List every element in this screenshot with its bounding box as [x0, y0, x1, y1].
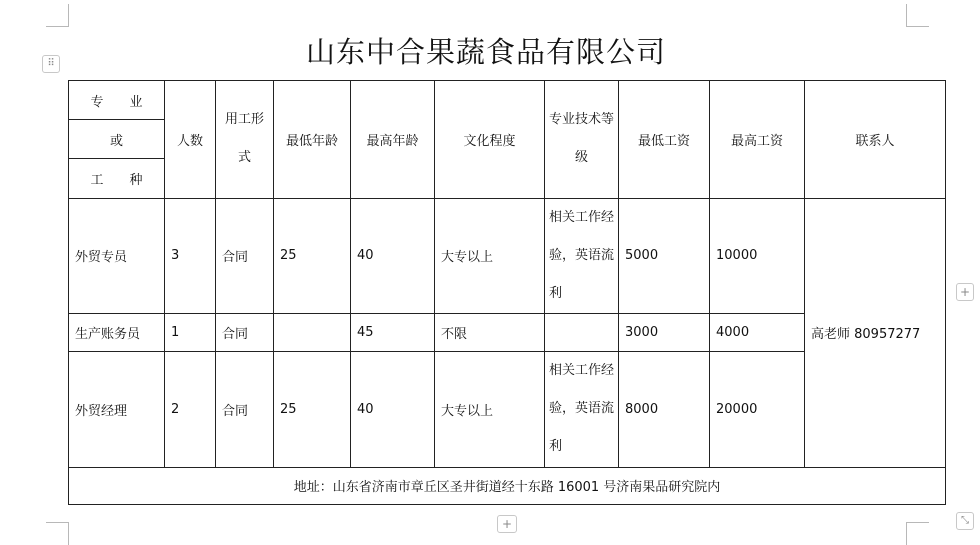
- cell-count: 3: [165, 198, 216, 314]
- header-min-salary: 最低工资: [619, 81, 710, 199]
- address-row: [69, 467, 946, 504]
- cell-max-age: 40: [351, 352, 435, 468]
- recruitment-table: [68, 80, 946, 505]
- cell-count: 2: [165, 352, 216, 468]
- header-zhuanye: 专 业: [69, 81, 165, 120]
- cell-max-salary: 10000: [710, 198, 805, 314]
- crop-mark-top-left: [46, 4, 69, 27]
- cell-job: 生产账务员: [69, 314, 165, 352]
- cell-skill: 相关工作经验，英语流利: [545, 352, 619, 468]
- header-contact: 联系人: [805, 81, 946, 199]
- header-max-salary: 最高工资: [710, 81, 805, 199]
- cell-min-age: [274, 314, 351, 352]
- header-min-age: 最低年龄: [274, 81, 351, 199]
- cell-job: 外贸经理: [69, 352, 165, 468]
- header-gongzhong: 工 种: [69, 159, 165, 198]
- cell-min-salary: 8000: [619, 352, 710, 468]
- cell-max-salary: 20000: [710, 352, 805, 468]
- cell-skill: [545, 314, 619, 352]
- table-move-handle-icon[interactable]: ⠿: [42, 55, 60, 73]
- table-resize-icon[interactable]: ⤡: [956, 512, 974, 530]
- document-title: 山东中合果蔬食品有限公司: [305, 35, 666, 69]
- cell-education: 大专以上: [435, 198, 545, 314]
- cell-type: 合同: [216, 314, 274, 352]
- cell-count: 1: [165, 314, 216, 352]
- cell-contact: 高老师 80957277: [805, 198, 946, 467]
- crop-mark-bottom-right: [906, 522, 929, 545]
- header-max-age: 最高年龄: [351, 81, 435, 199]
- crop-mark-top-right: [906, 4, 929, 27]
- cell-min-salary: 5000: [619, 198, 710, 314]
- table-row: [69, 198, 946, 314]
- header-count: 人数: [165, 81, 216, 199]
- header-huo: 或: [69, 120, 165, 159]
- cell-min-salary: 3000: [619, 314, 710, 352]
- cell-max-age: 40: [351, 198, 435, 314]
- add-column-plus-icon[interactable]: +: [956, 283, 974, 301]
- cell-min-age: 25: [274, 198, 351, 314]
- cell-type: 合同: [216, 198, 274, 314]
- header-skill-level: 专业技术等级: [545, 81, 619, 199]
- address-text: 地址：山东省济南市章丘区圣井街道经十东路 16001 号济南果品研究院内: [69, 467, 946, 504]
- cell-max-salary: 4000: [710, 314, 805, 352]
- cell-type: 合同: [216, 352, 274, 468]
- header-row: [69, 81, 946, 120]
- header-employment-type: 用工形式: [216, 81, 274, 199]
- cell-max-age: 45: [351, 314, 435, 352]
- cell-min-age: 25: [274, 352, 351, 468]
- crop-mark-bottom-left: [46, 522, 69, 545]
- cell-education: 大专以上: [435, 352, 545, 468]
- add-row-plus-icon[interactable]: +: [497, 515, 517, 533]
- cell-skill: 相关工作经验，英语流利: [545, 198, 619, 314]
- cell-education: 不限: [435, 314, 545, 352]
- cell-job: 外贸专员: [69, 198, 165, 314]
- header-education: 文化程度: [435, 81, 545, 199]
